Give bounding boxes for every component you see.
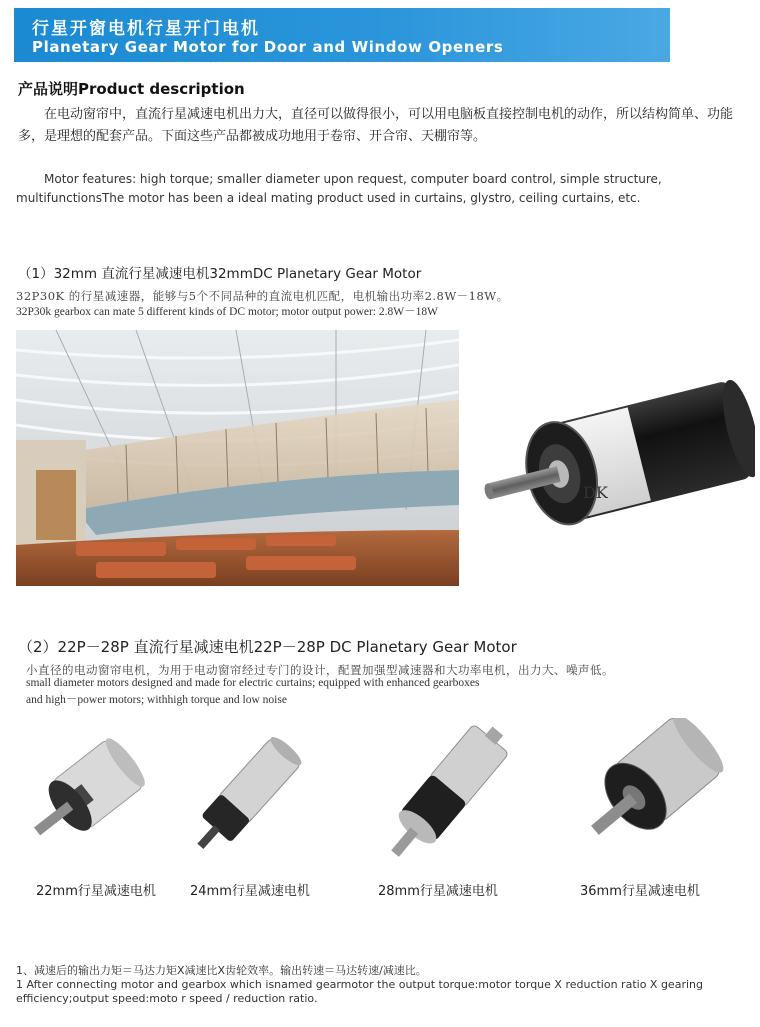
motor-22mm-photo <box>30 720 170 870</box>
section2-title: （2）22P－28P 直流行星减速电机22P－28P DC Planetary Gear Motor <box>18 638 517 656</box>
section1-desc-en: 32P30k gearbox can mate 5 different kinds of DC motor; motor output power: 2.8W－18W <box>16 306 439 318</box>
section2-desc-cn: 小直径的电动窗帘电机，为用于电动窗帘经过专门的设计，配置加强型减速器和大功率电机，出力大、噪声低。 <box>26 663 614 677</box>
footnote <box>16 964 756 1006</box>
header-title-cn: 行星开窗电机行星开门电机 <box>32 19 260 39</box>
footnote-cn: 1、减速后的输出力矩＝马达力矩X减速比X齿轮效率。输出转速＝马达转速/减速比。 <box>16 964 427 977</box>
motor-22mm-caption: 22mm行星减速电机 <box>36 884 156 899</box>
description-text-cn: 在电动窗帘中，直流行星减速电机出力大，直径可以做得很小，可以用电脑板直接控制电机的动作，所以结构简单、功能多，是理想的配套产品。下面这些产品都被成功地用于卷帘、开合帘、天棚帘等。 <box>18 107 734 144</box>
description-heading: 产品说明Product description <box>18 80 245 98</box>
footnote-en: 1 After connecting motor and gearbox which isnamed gearmotor the output torque:motor torque X reduction ratio X gearing efficiency;output speed:moto r speed / reduction ratio. <box>16 978 703 1005</box>
section2-desc-en-1: small diameter motors designed and made for electric curtains; equipped with enhanced gearboxes <box>26 677 480 689</box>
motor-32mm-photo <box>465 380 755 540</box>
motor-28mm-caption: 28mm行星减速电机 <box>378 884 498 899</box>
header-title-en: Planetary Gear Motor for Door and Window Openers <box>32 38 504 56</box>
motor-24mm-photo <box>190 720 330 870</box>
motor-36mm-photo <box>580 718 730 868</box>
header-banner <box>14 8 670 62</box>
description-text-en: Motor features: high torque; smaller diameter upon request, computer board control, simple structure, multifunctionsThe motor has been a ideal mating product used in curtains, glystro, ceiling curtains, etc. <box>16 172 662 205</box>
section2-desc-en-2: and high－power motors; withhigh torque and low noise <box>26 694 287 706</box>
curtain-room-photo <box>16 330 459 586</box>
section1-title: （1）32mm 直流行星减速电机32mmDC Planetary Gear Motor <box>18 266 422 282</box>
section1-desc-cn: 32P30K 的行星减速器，能够与5个不同品种的直流电机匹配，电机输出功率2.8W－18W。 <box>16 289 509 303</box>
motor-brand-mark: DK <box>583 483 608 502</box>
motor-36mm-caption: 36mm行星减速电机 <box>580 884 700 899</box>
motor-28mm-photo <box>380 715 530 870</box>
motor-24mm-caption: 24mm行星减速电机 <box>190 884 310 899</box>
